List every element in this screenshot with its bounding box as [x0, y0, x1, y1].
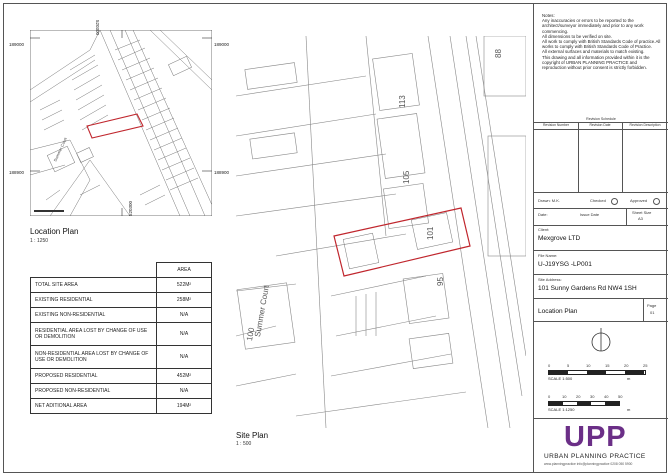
row-value: 194M²	[157, 399, 212, 414]
location-plan-title: Location Plan	[30, 227, 79, 236]
row-label: EXISTING RESIDENTIAL	[31, 293, 157, 308]
site-label-summer-court: Summer Court	[253, 284, 271, 338]
note-3: All work to comply with British Standards Code of practice.All works to comply with British Standards Code of Practice.	[542, 39, 661, 50]
table-row	[31, 308, 212, 323]
client-value: Mexgrove LTD	[538, 235, 581, 242]
checked-label: Checked	[590, 198, 606, 203]
row-value: 522M²	[157, 278, 212, 293]
sheet-size-value: A3	[638, 216, 643, 221]
location-plan-scale: 1 : 1250	[30, 238, 49, 244]
scale-bar-1-label: SCALE 1:500	[548, 376, 573, 381]
row-value: N/A	[157, 384, 212, 399]
site-label-100: 100	[245, 326, 257, 342]
grid-label-top-right: 189000	[214, 42, 230, 47]
row-value: 452M²	[157, 369, 212, 384]
sheet-size-label: Sheet Size	[632, 210, 652, 215]
grid-label-bottom-vertical: 520300	[128, 200, 133, 216]
table-row	[31, 278, 212, 293]
site-plan-map	[236, 36, 526, 428]
row-label: PROPOSED NON-RESIDENTIAL	[31, 384, 157, 399]
grid-label-top-left: 189000	[9, 42, 25, 47]
table-row	[31, 293, 212, 308]
row-value: N/A	[157, 346, 212, 369]
row-label: EXISTING NON-RESIDENTIAL	[31, 308, 157, 323]
checked-checkbox	[611, 198, 618, 205]
note-5: This drawing and all information provided within it is the copyright of URBAN PLANNING PRACTICE and reproduction without prior consent is strictly forbidden.	[542, 54, 650, 71]
site-plan-title: Site Plan	[236, 431, 269, 440]
site-label-101: 101	[426, 226, 435, 240]
site-address-label: Site Address:	[538, 277, 562, 282]
rev-col-number: Revision Number	[542, 123, 569, 127]
drawn-by: Drawn: M.K.	[538, 198, 561, 203]
note-4: All external surfaces and materials to match existing.	[542, 49, 645, 55]
notes	[542, 13, 662, 70]
location-plan-map	[30, 30, 212, 216]
upp-logo: UPP	[564, 421, 627, 453]
page-label: Page	[647, 303, 657, 308]
file-label: File Name:	[538, 253, 558, 258]
site-address-value: 101 Sunny Gardens Rd NW4 1SH	[538, 285, 637, 292]
client-label: Client:	[538, 227, 550, 232]
rev-col-description: Revision Description	[629, 123, 661, 127]
table-header-row	[31, 263, 212, 278]
approved-label: Approved	[630, 198, 648, 203]
date-label: Date:	[538, 212, 548, 217]
title-block: Notes: Any inaccuracies or errors to be reported to the architect/surveyor immediately and prior to any work commencing. All dimensions to be verified on site. All work to comply with British Standards Code of practice.All works to comply with British Standards Code of Practice. All external surfaces and materials to match existing. This drawing and all information provided within it is the copyright of URBAN PLANNING PRACTICE and reproduction without prior consent is strictly forbidden. Revision Schedule Revision Number Revision Date Revision Description Drawn: M.K. Checked Approved Date: Issue Date Sheet Size A3 Client: Mexgrove LTD File Name: U-J19YSG -LP001 Site Address: 101 Sunny Gardens Rd NW4 1SH Location Plan Page 01 0 5 10 15 20 25 SCALE 1:500 m 0 10 20 30 40 50 SCALE 1:1250 m UPP URBAN PLANNING PRACTICE www.planningpractice info@planningpractice 0208 050 5900	[533, 3, 668, 473]
notes-title: Notes:	[542, 13, 555, 18]
grid-label-mid-right: 188900	[214, 170, 230, 175]
row-value: N/A	[157, 323, 212, 346]
svg-text:Summer Court: Summer Court	[52, 136, 68, 163]
approved-checkbox	[653, 198, 660, 205]
scale-bar-1-unit: m	[627, 376, 631, 381]
rev-col-date: Revision Date	[589, 123, 611, 127]
area-column-header: AREA	[157, 263, 212, 278]
scale-bar-2-unit: m	[627, 407, 631, 412]
table-row	[31, 384, 212, 399]
row-label: NON-RESIDENTIAL AREA LOST BY CHANGE OF USE OR DEMOLITION	[31, 346, 157, 369]
site-label-88: 88	[494, 49, 503, 58]
file-value: U-J19YSG -LP001	[538, 261, 592, 268]
company-name: URBAN PLANNING PRACTICE	[544, 453, 646, 460]
scale-bar-1	[548, 370, 646, 375]
row-label: NET ADITIONAL AREA	[31, 399, 157, 414]
issue-date-label: Issue Date	[580, 212, 600, 217]
scale-bar-2	[548, 401, 620, 406]
site-label-95: 95	[436, 277, 445, 286]
row-label: RESIDENTIAL AREA LOST BY CHANGE OF USE OR DEMOLITION	[31, 323, 157, 346]
north-arrow-icon	[590, 327, 612, 353]
table-row	[31, 399, 212, 414]
drawing-title: Location Plan	[538, 308, 578, 315]
row-value: N/A	[157, 308, 212, 323]
note-1: Any inaccuracies or errors to be reported to the architect/surveyor immediately and prior to any work commencing.	[542, 18, 644, 34]
note-2: All dimensions to be verified on site.	[542, 33, 613, 39]
grid-label-mid-left: 188900	[9, 170, 25, 175]
site-label-113: 113	[398, 95, 407, 108]
scale-bar-2-label: SCALE 1:1250	[548, 407, 575, 412]
table-row	[31, 323, 212, 346]
table-row	[31, 346, 212, 369]
table-row	[31, 369, 212, 384]
row-value: 258M²	[157, 293, 212, 308]
page-number: 01	[650, 310, 655, 315]
grid-label-top-vertical: 520300	[95, 20, 100, 36]
site-label-105: 105	[402, 170, 411, 184]
revision-schedule-title: Revision Schedule	[586, 117, 616, 121]
area-table	[30, 262, 212, 414]
row-label: PROPOSED RESIDENTIAL	[31, 369, 157, 384]
site-plan-scale: 1 : 500	[236, 441, 252, 447]
row-label: TOTAL SITE AREA	[31, 278, 157, 293]
company-contact: www.planningpractice info@planningpractice 0208 050 5900	[544, 462, 633, 466]
